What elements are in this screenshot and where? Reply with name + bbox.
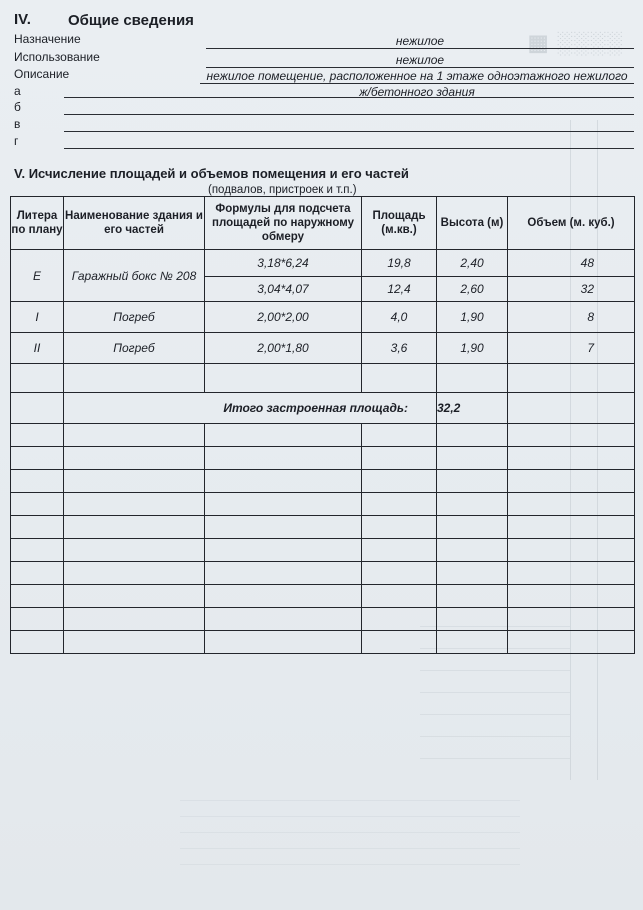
field-value-description: нежилое помещение, расположенное на 1 этаже одноэтажного нежилого	[206, 69, 628, 83]
table-header-row	[11, 197, 635, 250]
header-formula: Формулы для подсчета площадей по наружному обмеру	[205, 197, 362, 250]
cell-formula: 3,18*6,24	[205, 250, 362, 277]
cell-formula: 2,00*1,80	[205, 333, 362, 364]
cell-area: 4,0	[362, 302, 437, 333]
field-line-g	[64, 148, 634, 149]
field-line-description	[200, 83, 634, 84]
field-label-g: г	[14, 134, 19, 148]
field-value-usage: нежилое	[395, 53, 445, 67]
cell-height: 1,90	[437, 302, 508, 333]
field-line-b	[64, 114, 634, 115]
cell-name: Гаражный бокс № 208	[64, 250, 205, 302]
table-row-empty	[11, 562, 635, 585]
section-5-title: V. Исчисление площадей и объемов помещения и его частей	[14, 166, 409, 181]
cell-height: 2,60	[437, 277, 508, 302]
table-row-empty	[11, 493, 635, 516]
cell-area: 19,8	[362, 250, 437, 277]
cell-area: 3,6	[362, 333, 437, 364]
cell-volume: 32	[508, 277, 635, 302]
table-row-empty	[11, 447, 635, 470]
bleed-through-footer	[180, 800, 520, 880]
table-row-empty	[11, 424, 635, 447]
field-value-purpose: нежилое	[395, 34, 445, 48]
header-letter: Литера по плану	[11, 197, 64, 250]
header-area: Площадь (м.кв.)	[362, 197, 437, 250]
table-row-empty	[11, 608, 635, 631]
table-total-row	[11, 393, 635, 424]
field-label-usage: Использование	[14, 50, 100, 64]
field-value-description-cont: ж/бетонного здания	[359, 85, 475, 99]
table-row	[11, 302, 635, 333]
table-row-empty	[11, 539, 635, 562]
table-row	[11, 333, 635, 364]
field-label-a: а	[14, 84, 21, 98]
cell-volume: 7	[508, 333, 635, 364]
field-label-purpose: Назначение	[14, 32, 81, 46]
section-4-number: IV.	[14, 11, 31, 28]
total-label: Итого застроенная площадь:	[64, 393, 437, 424]
table-row-empty	[11, 585, 635, 608]
table-row-empty	[11, 631, 635, 654]
table-row	[11, 250, 635, 277]
cell-volume: 48	[508, 250, 635, 277]
header-name: Наименование здания и его частей	[64, 197, 205, 250]
table-row-empty	[11, 364, 635, 393]
cell-formula: 2,00*2,00	[205, 302, 362, 333]
total-value: 32,2	[437, 393, 508, 424]
field-line-usage	[206, 67, 634, 68]
cell-letter: I	[11, 302, 64, 333]
field-label-description: Описание	[14, 67, 70, 81]
field-label-v: в	[14, 117, 21, 131]
header-volume: Объем (м. куб.)	[508, 197, 635, 250]
table-row-empty	[11, 516, 635, 539]
cell-formula: 3,04*4,07	[205, 277, 362, 302]
cell-name: Погреб	[64, 302, 205, 333]
cell-name: Погреб	[64, 333, 205, 364]
cell-letter: II	[11, 333, 64, 364]
header-height: Высота (м)	[437, 197, 508, 250]
field-line-a	[64, 97, 634, 98]
cell-volume: 8	[508, 302, 635, 333]
section-4-title: Общие сведения	[68, 12, 194, 29]
cell-height: 1,90	[437, 333, 508, 364]
table-row-empty	[11, 470, 635, 493]
section-5-subtitle: (подвалов, пристроек и т.п.)	[208, 184, 357, 196]
field-line-v	[64, 131, 634, 132]
field-line-purpose	[206, 48, 634, 49]
field-label-b: б	[14, 100, 21, 114]
cell-height: 2,40	[437, 250, 508, 277]
bleed-through-logo: ▦ ░░░░	[527, 30, 623, 55]
cell-area: 12,4	[362, 277, 437, 302]
cell-letter: Е	[11, 250, 64, 302]
area-volume-table	[10, 196, 635, 654]
